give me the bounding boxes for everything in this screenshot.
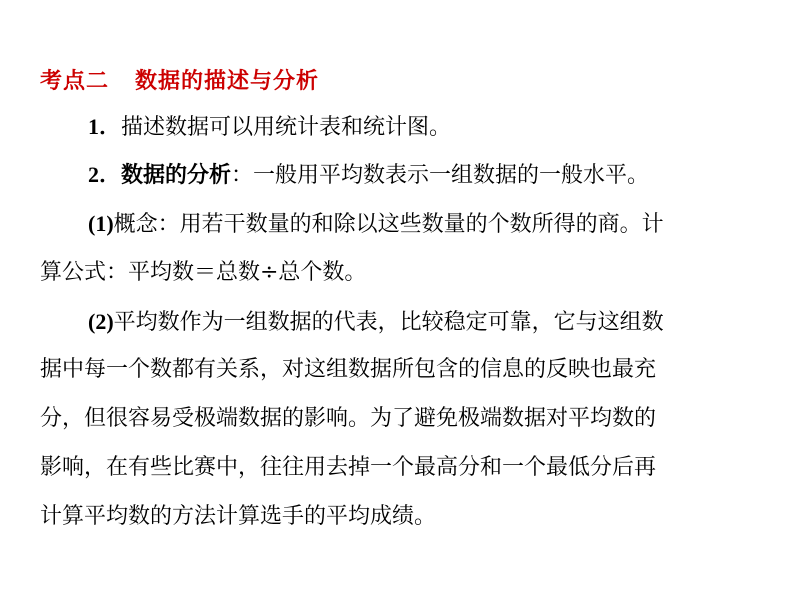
paragraph-2-line-3: 分，但很容易受极端数据的影响。为了避免极端数据对平均数的 (40, 406, 657, 431)
item-1 (88, 112, 451, 143)
item-2-term: 数据的分析 (121, 163, 232, 188)
paragraph-1-text-1: 概念：用若干数量的和除以这些数量的个数所得的商。计 (113, 212, 664, 237)
item-2-number: 2． (88, 162, 122, 187)
paragraph-2-line-1 (88, 307, 664, 338)
item-1-number: 1． (88, 114, 122, 139)
section-title: 数据的描述与分析 (135, 69, 320, 94)
paragraph-2-text-1: 平均数作为一组数据的代表，比较稳定可靠，它与这组数 (113, 310, 664, 335)
paragraph-1-line-1 (88, 209, 664, 240)
section-label: 考点二 (40, 69, 110, 94)
item-1-text: 描述数据可以用统计表和统计图。 (121, 115, 452, 140)
paragraph-2-line-2: 据中每一个数都有关系，对这组数据所包含的信息的反映也最充 (40, 357, 657, 382)
item-2 (88, 160, 649, 191)
paragraph-1-line-2: 算公式：平均数＝总数÷总个数。 (40, 260, 367, 285)
item-2-text: ：一般用平均数表示一组数据的一般水平。 (231, 163, 650, 188)
paragraph-1-number: (1) (88, 211, 114, 236)
paragraph-2-line-5: 计算平均数的方法计算选手的平均成绩。 (40, 504, 437, 529)
paragraph-2-number: (2) (88, 309, 114, 334)
section-heading (40, 64, 319, 95)
paragraph-2-line-4: 影响，在有些比赛中，往往用去掉一个最高分和一个最低分后再 (40, 455, 657, 480)
